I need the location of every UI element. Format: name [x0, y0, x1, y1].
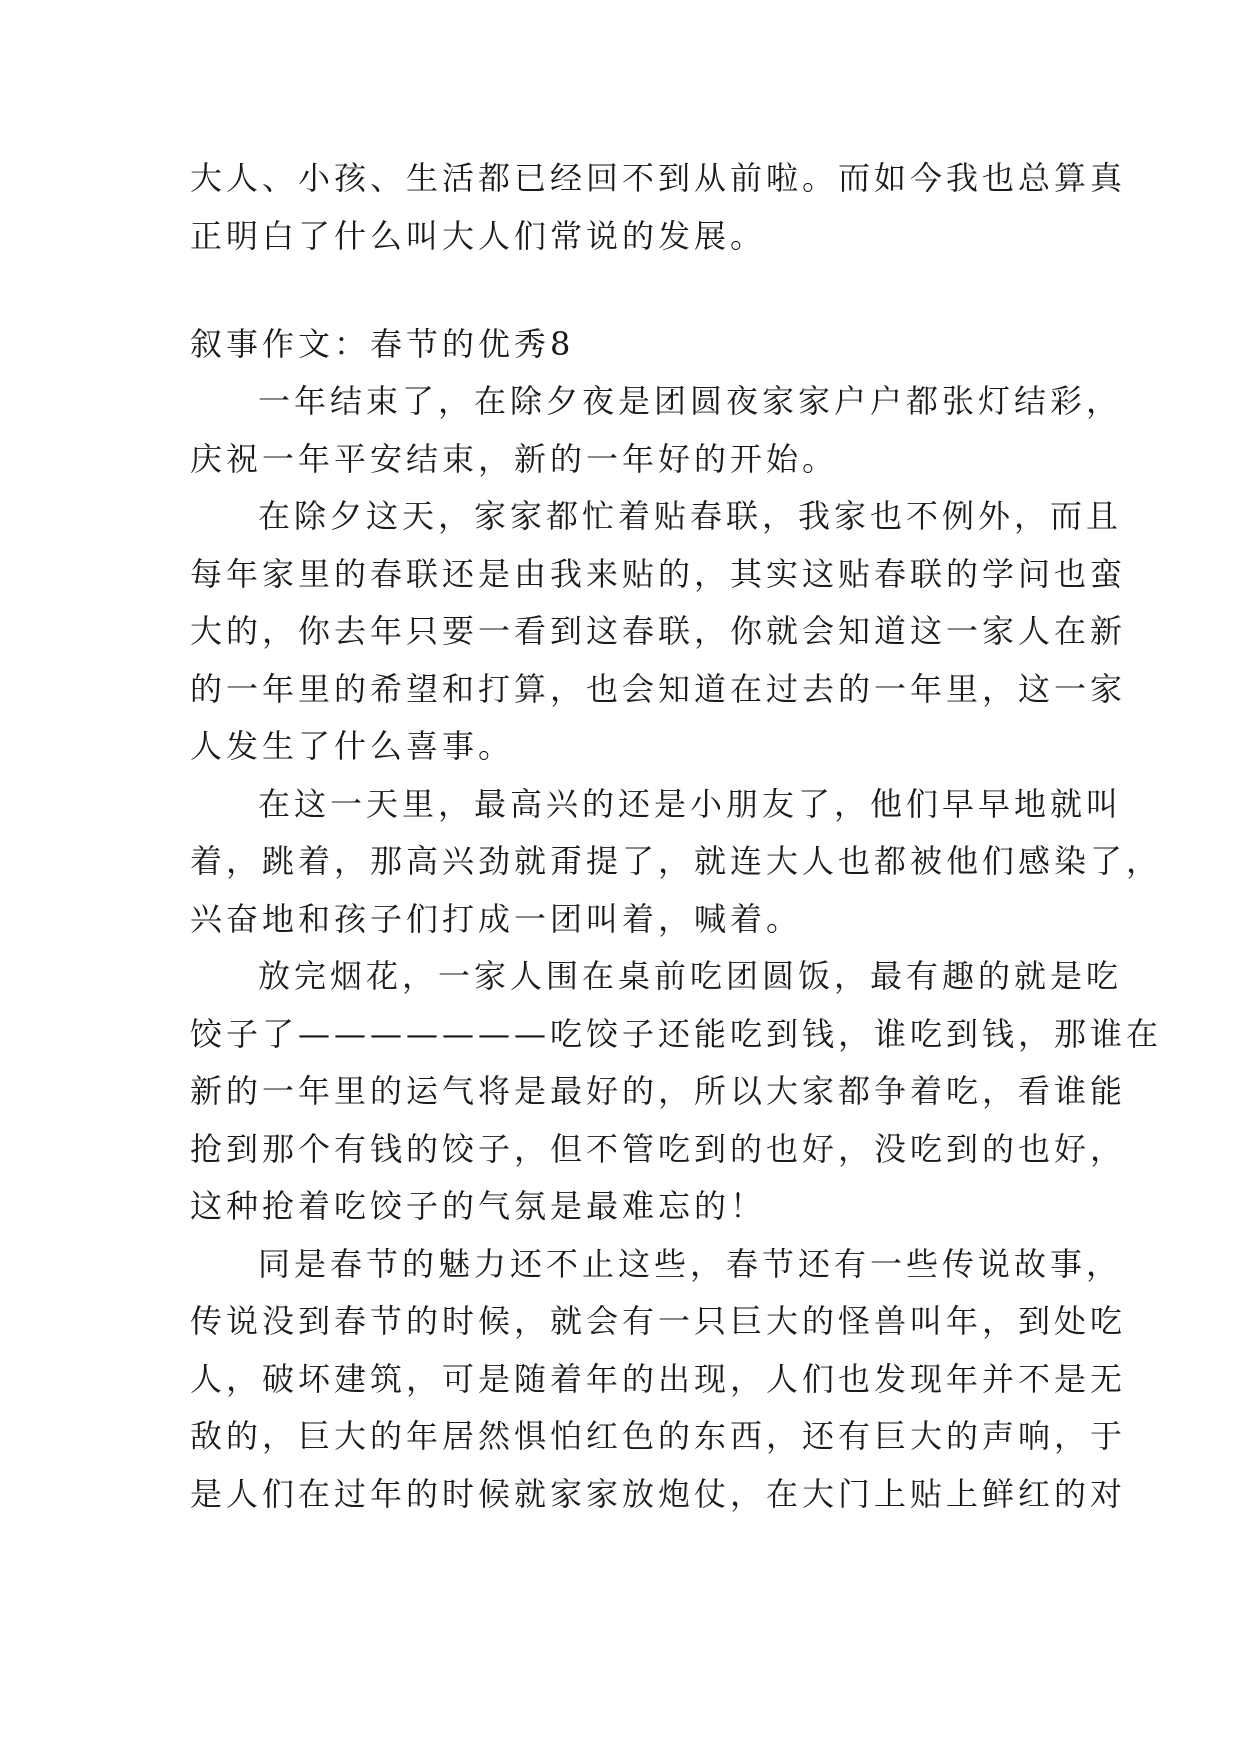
paragraph-line: 抢到那个有钱的饺子，但不管吃到的也好，没吃到的也好， — [190, 1129, 1127, 1168]
paragraph-line: 大的，你去年只要一看到这春联，你就会知道这一家人在新 — [190, 612, 1127, 650]
paragraph-line: 人，破坏建筑，可是随着年的出现，人们也发现年并不是无 — [190, 1359, 1127, 1398]
paragraph-line: 这种抢着吃饺子的气氛是最难忘的！ — [190, 1187, 767, 1225]
paragraph-line: 兴奋地和孩子们打成一团叫着，喊着。 — [190, 899, 803, 938]
document-body — [190, 150, 1163, 1523]
paragraph-line: 人发生了什么喜事。 — [190, 727, 515, 765]
paragraph-line: 在这一天里，最高兴的还是小朋友了，他们早早地就叫 — [258, 784, 1123, 823]
paragraph-line: 传说没到春节的时候，就会有一只巨大的怪兽叫年，到处吃 — [190, 1302, 1127, 1340]
paragraph — [190, 488, 1127, 776]
section-gap — [190, 265, 1070, 315]
paragraph-line: 着，跳着，那高兴劲就甭提了，就连大人也都被他们感染了， — [190, 842, 1163, 880]
paragraph-line: 的一年里的希望和打算，也会知道在过去的一年里，这一家 — [190, 669, 1127, 708]
paragraph-line: 饺子了———————吃饺子还能吃到钱，谁吃到钱，那谁在 — [190, 1014, 1163, 1053]
paragraph-line: 是人们在过年的时候就家家放炮仗，在大门上贴上鲜红的对 — [190, 1474, 1127, 1513]
paragraph — [190, 373, 1123, 488]
paragraph-line: 同是春节的魅力还不止这些，春节还有一些传说故事， — [258, 1244, 1123, 1283]
paragraph — [190, 948, 1163, 1236]
intro-line: 正明白了什么叫大人们常说的发展。 — [190, 216, 767, 255]
paragraph-line: 庆祝一年平安结束，新的一年好的开始。 — [190, 439, 839, 478]
paragraph-line: 每年家里的春联还是由我来贴的，其实这贴春联的学问也蛮 — [190, 554, 1127, 593]
section-title: 叙事作文：春节的优秀8 — [190, 325, 575, 363]
paragraph-line: 在除夕这天，家家都忙着贴春联，我家也不例外，而且 — [258, 497, 1123, 535]
paragraph-line: 放完烟花，一家人围在桌前吃团圆饭，最有趣的就是吃 — [258, 957, 1123, 995]
paragraph — [190, 776, 1163, 949]
paragraph — [190, 1236, 1127, 1524]
paragraph-line: 敌的，巨大的年居然惧怕红色的东西，还有巨大的声响，于 — [190, 1417, 1127, 1455]
paragraph-line: 一年结束了，在除夕夜是团圆夜家家户户都张灯结彩， — [258, 382, 1123, 420]
paragraph-line: 新的一年里的运气将是最好的，所以大家都争着吃，看谁能 — [190, 1072, 1127, 1110]
intro-line: 大人、小孩、生活都已经回不到从前啦。而如今我也总算真 — [190, 159, 1127, 197]
